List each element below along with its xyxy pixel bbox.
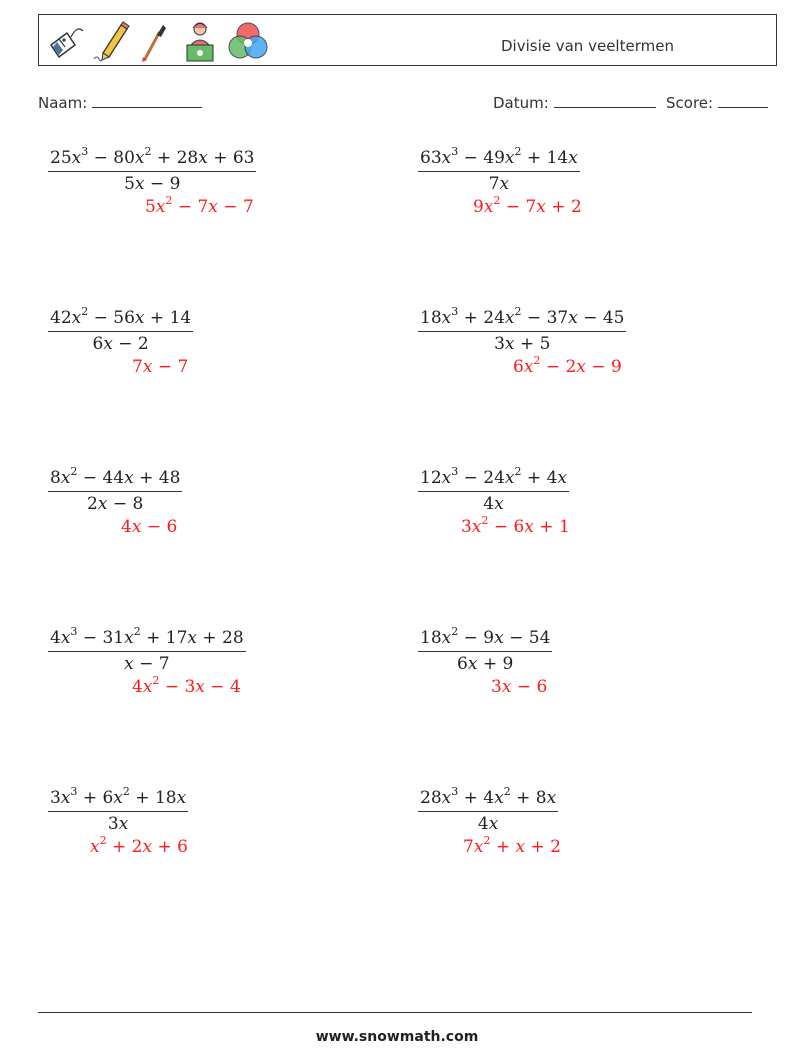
denominator: 5x − 9 <box>124 174 181 194</box>
numerator: $18x^2 - 9x - 54$ <box>418 628 552 652</box>
worksheet-title: Divisie van veeltermen <box>501 37 674 55</box>
score-label: Score: <box>666 94 714 112</box>
answer: $6x^2 - 2x - 9$ <box>513 354 622 377</box>
denominator: 2x − 8 <box>87 494 144 514</box>
numerator: $42x^2 - 56x + 14$ <box>48 308 193 332</box>
name-field[interactable] <box>38 93 202 112</box>
paintbrush-icon <box>137 19 171 63</box>
score-line[interactable] <box>718 93 768 108</box>
denominator: 4x <box>477 814 499 834</box>
pencil-icon <box>91 19 131 63</box>
numerator: $25x^3 - 80x^2 + 28x + 63$ <box>48 148 256 172</box>
denominator: 6x − 2 <box>92 334 149 354</box>
numerator: $63x^3 - 49x^2 + 14x$ <box>418 148 580 172</box>
footer-url[interactable]: www.snowmath.com <box>315 1029 479 1045</box>
score-field[interactable] <box>666 93 768 112</box>
numerator: $8x^2 - 44x + 48$ <box>48 468 182 492</box>
answer: 7x − 7 <box>132 357 189 377</box>
footer-divider <box>38 1012 752 1013</box>
denominator: 7x <box>488 174 510 194</box>
answer: $x^2 + 2x + 6$ <box>90 834 188 857</box>
worksheet-header <box>38 14 777 66</box>
denominator: x − 7 <box>124 654 170 674</box>
numerator: $12x^3 - 24x^2 + 4x$ <box>418 468 569 492</box>
answer: $3x^2 - 6x + 1$ <box>461 514 570 537</box>
numerator: $4x^3 - 31x^2 + 17x + 28$ <box>48 628 246 652</box>
answer: $5x^2 - 7x - 7$ <box>145 194 254 217</box>
answer: 4x − 6 <box>121 517 178 537</box>
answer: $7x^2 + x + 2$ <box>463 834 561 857</box>
answer: $9x^2 - 7x + 2$ <box>473 194 582 217</box>
denominator: 3x <box>107 814 129 834</box>
teacher-icon <box>183 19 217 65</box>
answer: 3x − 6 <box>491 677 548 697</box>
denominator: 4x <box>483 494 504 514</box>
color-wheel-icon <box>225 19 271 65</box>
date-field[interactable] <box>493 93 656 112</box>
denominator: 3x + 5 <box>494 334 551 354</box>
date-line[interactable] <box>554 93 656 108</box>
name-line[interactable] <box>92 93 202 108</box>
numerator: $18x^3 + 24x^2 - 37x - 45$ <box>418 308 626 332</box>
denominator: 6x + 9 <box>457 654 514 674</box>
name-label: Naam: <box>38 94 88 112</box>
answer: $4x^2 - 3x - 4$ <box>132 674 241 697</box>
numerator: $3x^3 + 6x^2 + 18x$ <box>48 788 188 812</box>
date-label: Datum: <box>493 94 549 112</box>
numerator: $28x^3 + 4x^2 + 8x$ <box>418 788 558 812</box>
mouse-icon <box>43 19 87 63</box>
